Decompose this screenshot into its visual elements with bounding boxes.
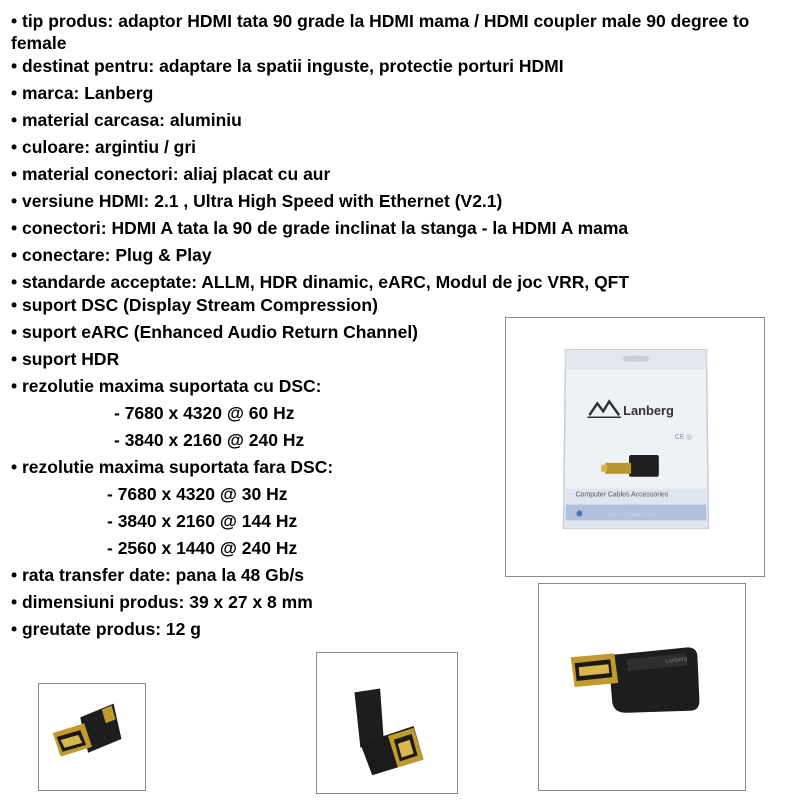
- svg-text:CE ◎: CE ◎: [674, 434, 693, 442]
- spec-dimensions: • dimensiuni produs: 39 x 27 x 8 mm: [11, 592, 313, 612]
- spec-connection: • conectare: Plug & Play: [11, 245, 212, 265]
- package-website: www.lanberg.eu: [607, 511, 657, 519]
- spec-earc-support: • suport eARC (Enhanced Audio Return Channel): [11, 322, 419, 342]
- spec-connector-material: • material conectori: aliaj placat cu aur: [11, 164, 331, 184]
- spec-hdmi-version: • versiune HDMI: 2.1 , Ultra High Speed with Ethernet (V2.1): [11, 191, 503, 211]
- adapter-closeup-image: [539, 584, 745, 790]
- adapter-vertical-photo: [316, 652, 458, 794]
- spec-brand: • marca: Lanberg: [11, 83, 154, 103]
- spec-max-res-dsc: • rezolutie maxima suportata cu DSC:: [11, 376, 322, 396]
- spec-transfer-rate: • rata transfer date: pana la 48 Gb/s: [11, 565, 305, 585]
- package-tagline: Computer Cables Accessories: [575, 491, 669, 499]
- package-photo: [505, 317, 765, 577]
- spec-dsc-support: • suport DSC (Display Stream Compression): [11, 295, 378, 315]
- spec-res-no-dsc-item: - 2560 x 1440 @ 240 Hz: [107, 538, 298, 558]
- package-brand: Lanberg: [623, 403, 674, 419]
- spec-intended-use: • destinat pentru: adaptare la spatii inguste, protectie porturi HDMI: [11, 56, 564, 76]
- adapter-closeup-photo: [538, 583, 746, 791]
- package-image: [506, 318, 764, 576]
- spec-hdr-support: • suport HDR: [11, 349, 120, 369]
- adapter-side-image: [39, 684, 145, 790]
- spec-housing-material: • material carcasa: aluminiu: [11, 110, 242, 130]
- spec-res-no-dsc-item: - 3840 x 2160 @ 144 Hz: [107, 511, 298, 531]
- svg-text:Lanberg: Lanberg: [665, 656, 688, 666]
- spec-res-dsc-item: - 3840 x 2160 @ 240 Hz: [114, 430, 305, 450]
- spec-color: • culoare: argintiu / gri: [11, 137, 197, 157]
- spec-product-type: • tip produs: adaptor HDMI tata 90 grade la HDMI mama / HDMI coupler male 90 degree to female: [11, 11, 750, 53]
- spec-max-res-no-dsc: • rezolutie maxima suportata fara DSC:: [11, 457, 334, 477]
- spec-standards: • standarde acceptate: ALLM, HDR dinamic, eARC, Modul de joc VRR, QFT: [11, 272, 630, 292]
- spec-connectors: • conectori: HDMI A tata la 90 de grade inclinat la stanga - la HDMI A mama: [11, 218, 629, 238]
- adapter-vertical-image: [317, 653, 457, 793]
- spec-weight: • greutate produs: 12 g: [11, 619, 201, 639]
- adapter-side-photo: [38, 683, 146, 791]
- spec-res-no-dsc-item: - 7680 x 4320 @ 30 Hz: [107, 484, 288, 504]
- spec-res-dsc-item: - 7680 x 4320 @ 60 Hz: [114, 403, 295, 423]
